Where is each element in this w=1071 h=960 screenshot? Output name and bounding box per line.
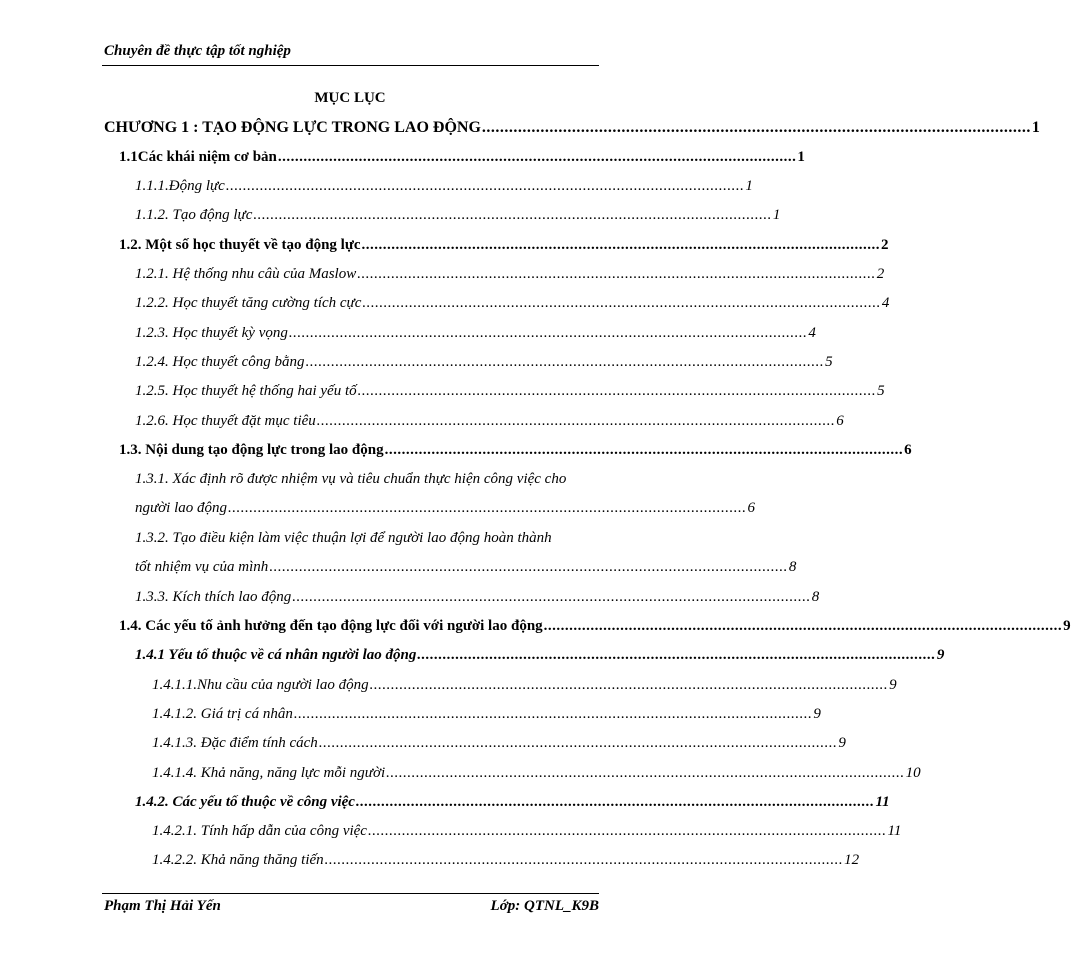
toc-entry-1-3-2[interactable]: tốt nhiệm vụ của mình .......................................................................................................................... 8 <box>135 559 797 575</box>
toc-entry-text: 1.3.3. Kích thích lao động <box>135 589 292 605</box>
toc-entry-page: 1 <box>797 149 805 165</box>
toc-entry-page: 10 <box>905 765 921 781</box>
toc-entry-text: 1.1.1.Động lực <box>135 178 225 194</box>
toc-entry-page: 8 <box>788 559 797 575</box>
toc-entry-text: 1.2.3. Học thuyết kỳ vọng <box>135 325 288 341</box>
toc-entry-page: 4 <box>808 325 816 341</box>
toc-entry-text: 1.1Các khái niệm cơ bản <box>119 149 277 165</box>
toc-entry-1-2-1[interactable]: 1.2.1. Hệ thống nhu câù của Maslow .......................................................................................................................... 2 <box>135 266 885 282</box>
toc-entry-text: 1.4.2.2. Khả năng thăng tiến <box>152 852 324 868</box>
footer-class: Lớp: QTNL_K9B <box>490 898 599 914</box>
toc-entry-text: CHƯƠNG 1 : TẠO ĐỘNG LỰC TRONG LAO ĐỘNG <box>104 119 481 136</box>
toc-entry-1-1-2[interactable]: 1.1.2. Tạo động lực .......................................................................................................................... 1 <box>135 207 781 223</box>
toc-entry-1-3-2-line1[interactable]: 1.3.2. Tạo điều kiện làm việc thuận lợi để người lao động hoàn thành <box>135 530 552 546</box>
toc-entry-text: 1.2.1. Hệ thống nhu câù của Maslow <box>135 266 357 282</box>
toc-entry-text: 1.4.1.2. Giá trị cá nhân <box>152 706 293 722</box>
toc-entry-1-2[interactable]: 1.2. Một số học thuyết về tạo động lực .......................................................................................................................... 2 <box>119 237 889 253</box>
toc-entry-1-2-5[interactable]: 1.2.5. Học thuyết hệ thống hai yếu tố .......................................................................................................................... 5 <box>135 383 885 399</box>
toc-entry-page: 1 <box>772 207 781 223</box>
toc-entry-1-4-2[interactable]: 1.4.2. Các yếu tố thuộc về công việc .......................................................................................................................... 11 <box>135 794 890 810</box>
toc-entry-text: 1.4.1.1.Nhu cầu của người lao động <box>152 677 369 693</box>
toc-entry-page: 1 <box>745 178 753 194</box>
toc-entry-page: 9 <box>838 735 846 751</box>
toc-entry-text: 1.2.6. Học thuyết đặt mục tiêu <box>135 413 316 429</box>
toc-entry-page: 8 <box>811 589 820 605</box>
toc-entry-1-3[interactable]: 1.3. Nội dung tạo động lực trong lao động .......................................................................................................................... 6 <box>119 442 912 458</box>
toc-entry-1-4-1-3[interactable]: 1.4.1.3. Đặc điểm tính cách .......................................................................................................................... 9 <box>152 735 846 751</box>
toc-entry-text: người lao động <box>135 500 228 516</box>
toc-entry-page: 9 <box>1063 618 1071 634</box>
toc-entry-text: 1.2.5. Học thuyết hệ thống hai yếu tố <box>135 383 357 399</box>
page-header-title: Chuyên đề thực tập tốt nghiệp <box>104 43 291 59</box>
toc-entry-1-3-1-line1[interactable]: 1.3.1. Xác định rõ được nhiệm vụ và tiêu chuẩn thực hiện công việc cho <box>135 471 567 487</box>
toc-entry-page: 6 <box>904 442 912 458</box>
toc-entry-text: 1.4.2.1. Tính hấp dẫn của công việc <box>152 823 367 839</box>
toc-entry-text: 1.2.4. Học thuyết công bằng <box>135 354 305 370</box>
header-rule <box>102 65 599 66</box>
toc-entry-page: 9 <box>813 706 821 722</box>
toc-entry-text: 1.2.2. Học thuyết tăng cường tích cực <box>135 295 362 311</box>
toc-entry-1-4-2-1[interactable]: 1.4.2.1. Tính hấp dẫn của công việc .......................................................................................................................... 11 <box>152 823 902 839</box>
toc-entry-text: 1.3. Nội dung tạo động lực trong lao động <box>119 442 384 458</box>
toc-entry-1-4-2-2[interactable]: 1.4.2.2. Khả năng thăng tiến .......................................................................................................................... 12 <box>152 852 860 868</box>
toc-entry-text: 1.4. Các yếu tố ảnh hưởng đến tạo động lực đối với người lao động <box>119 618 543 634</box>
toc-entry-page: 5 <box>825 354 833 370</box>
toc-entry-1-4-1-1[interactable]: 1.4.1.1.Nhu cầu của người lao động .......................................................................................................................... 9 <box>152 677 897 693</box>
toc-entry-page: 2 <box>876 266 885 282</box>
footer-rule <box>102 893 599 894</box>
toc-entry-page: 12 <box>844 852 860 868</box>
toc-entry-page: 2 <box>881 237 889 253</box>
toc-entry-page: 6 <box>747 500 756 516</box>
toc-entry-text: 1.4.1.3. Đặc điểm tính cách <box>152 735 318 751</box>
toc-entry-page: 9 <box>889 677 897 693</box>
toc-entry-1-4[interactable]: 1.4. Các yếu tố ảnh hưởng đến tạo động lực đối với người lao động .......................................................................................................................... 9 <box>119 618 1071 634</box>
toc-entry-1-3-1[interactable]: người lao động .......................................................................................................................... 6 <box>135 500 756 516</box>
footer-author: Phạm Thị Hải Yến <box>104 898 221 914</box>
toc-entry-page: 11 <box>887 823 902 839</box>
toc-entry-1-2-3[interactable]: 1.2.3. Học thuyết kỳ vọng .......................................................................................................................... 4 <box>135 325 816 341</box>
toc-entry-page: 5 <box>877 383 885 399</box>
toc-entry-1-2-6[interactable]: 1.2.6. Học thuyết đặt mục tiêu .......................................................................................................................... 6 <box>135 413 844 429</box>
toc-entry-page: 4 <box>881 295 890 311</box>
toc-entry-page: 11 <box>875 794 890 810</box>
toc-entry-1-2-4[interactable]: 1.2.4. Học thuyết công bằng .......................................................................................................................... 5 <box>135 354 833 370</box>
toc-entry-text: tốt nhiệm vụ của mình <box>135 559 269 575</box>
toc-entry-text: 1.4.1 Yếu tố thuộc về cá nhân người lao động <box>135 647 417 663</box>
toc-entry-page: 6 <box>836 413 844 429</box>
toc-entry-text: 1.4.2. Các yếu tố thuộc về công việc <box>135 794 355 810</box>
toc-entry-chapter-1[interactable]: CHƯƠNG 1 : TẠO ĐỘNG LỰC TRONG LAO ĐỘNG .......................................................................................................................... 1 <box>104 119 1040 136</box>
toc-entry-1-1[interactable]: 1.1Các khái niệm cơ bản .......................................................................................................................... 1 <box>119 149 805 165</box>
toc-entry-1-3-3[interactable]: 1.3.3. Kích thích lao động .......................................................................................................................... 8 <box>135 589 820 605</box>
toc-entry-1-1-1[interactable]: 1.1.1.Động lực .......................................................................................................................... 1 <box>135 178 753 194</box>
toc-entry-1-2-2[interactable]: 1.2.2. Học thuyết tăng cường tích cực .......................................................................................................................... 4 <box>135 295 890 311</box>
toc-entry-text: 1.2. Một số học thuyết về tạo động lực <box>119 237 361 253</box>
toc-title: MỤC LỤC <box>314 90 386 106</box>
toc-entry-page: 1 <box>1031 119 1040 136</box>
toc-entry-1-4-1-2[interactable]: 1.4.1.2. Giá trị cá nhân .......................................................................................................................... 9 <box>152 706 821 722</box>
toc-entry-text: 1.1.2. Tạo động lực <box>135 207 253 223</box>
toc-entry-1-4-1-4[interactable]: 1.4.1.4. Khả năng, năng lực mỗi người .......................................................................................................................... 10 <box>152 765 921 781</box>
toc-entry-text: 1.4.1.4. Khả năng, năng lực mỗi người <box>152 765 386 781</box>
toc-entry-1-4-1[interactable]: 1.4.1 Yếu tố thuộc về cá nhân người lao động .......................................................................................................................... 9 <box>135 647 945 663</box>
toc-entry-page: 9 <box>936 647 945 663</box>
